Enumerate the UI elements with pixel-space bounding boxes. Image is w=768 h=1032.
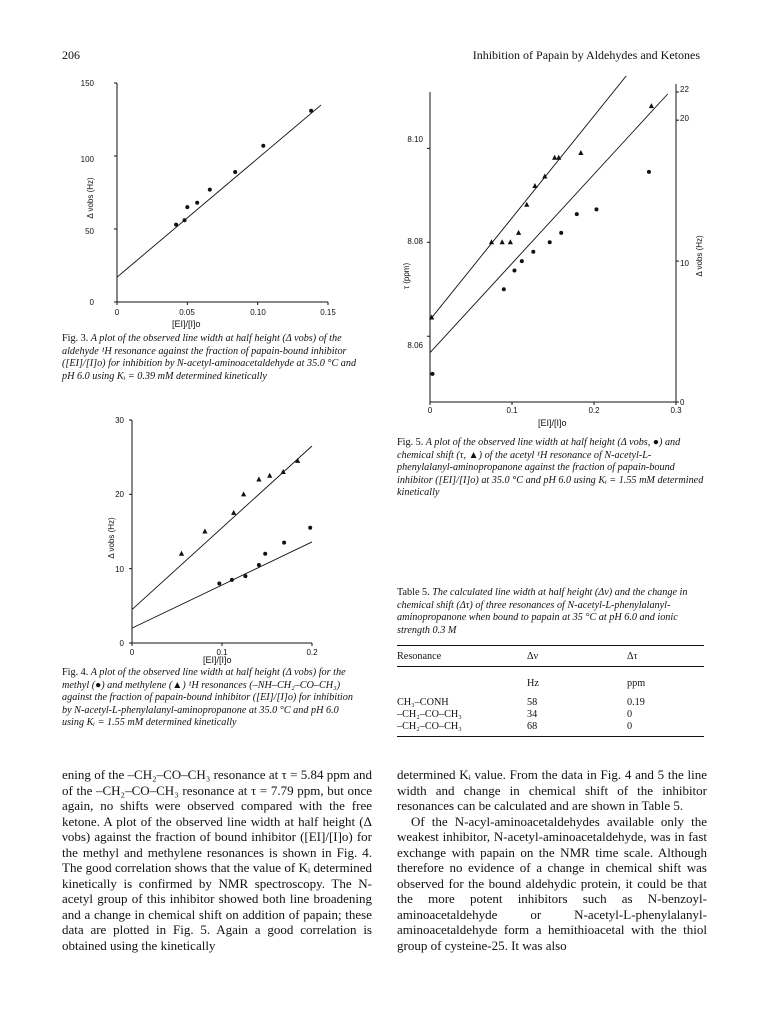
data-point-triangle: [241, 491, 246, 496]
fig4-caption: [62, 667, 362, 730]
fig4-ylabel: Δ νobs (Hz): [107, 517, 116, 559]
data-point-circle: [575, 212, 579, 216]
data-point-circle: [233, 170, 237, 174]
data-point-triangle: [578, 150, 583, 155]
fig3-xtick: 0.05: [179, 308, 195, 317]
fig5-xlabel: [EI]/[I]o: [538, 418, 567, 428]
data-point-triangle: [202, 529, 207, 534]
table5-cell: –CH₂–CO–CH₃: [397, 720, 462, 732]
data-point-circle: [502, 287, 506, 291]
data-point-circle: [263, 552, 267, 556]
data-point-circle: [217, 582, 221, 586]
table5-header-cell: Resonance: [397, 650, 442, 662]
data-point-circle: [183, 218, 187, 222]
fig5-xtick: 0.1: [506, 406, 518, 415]
body-paragraph: determined Kᵢ value. From the data in Fig. 4 and 5 the line width and change in chemical shift of the inhibitor resonances can be calculated and are shown in Table 5.: [397, 767, 707, 814]
data-point-circle: [174, 223, 178, 227]
fig5-ytick-left: 8.10: [407, 135, 423, 144]
fig3-ytick: 150: [80, 79, 94, 88]
table5-caption-lead: Table 5.: [397, 587, 430, 598]
data-point-circle: [512, 268, 516, 272]
table-5: [397, 587, 704, 737]
fit-line: [117, 105, 321, 277]
table5-bottom-rule: [397, 736, 704, 737]
table5-cell: 0: [627, 708, 633, 720]
table5-cell: 58: [527, 696, 538, 708]
data-point-circle: [559, 231, 563, 235]
body-text-right-column: [397, 767, 707, 954]
data-point-circle: [520, 259, 524, 263]
table5-cell: 0.19: [627, 696, 645, 708]
data-point-circle: [594, 207, 598, 211]
fig4-caption-body: A plot of the observed line width at half height (Δ νobs) for the methyl (●) and methylene (▲) ¹H resonances (–NH–CH₂–CO–CH₃) against the fraction of papain-bound inhibitor ([EI]/[I]o) for inhibition by N-acetyl-L-phenylalanyl-aminopropanone at 35.0 °C and pH 6.0 using Kᵢ = 1.55 mM determined kinetically: [62, 667, 353, 729]
figure-5-chart: [395, 76, 715, 416]
table5-header-row: [397, 649, 704, 663]
fig5-ytick-right: 0: [680, 398, 685, 407]
data-point-circle: [208, 188, 212, 192]
fig4-ytick: 20: [115, 490, 124, 499]
data-point-triangle: [231, 510, 236, 515]
fig4-xlabel: [EI]/[I]o: [203, 655, 232, 665]
fig3-caption: [62, 333, 362, 383]
table5-top-rule: [397, 645, 704, 646]
fig3-ytick: 0: [89, 298, 94, 307]
table-row: [397, 708, 704, 720]
data-point-triangle: [532, 183, 537, 188]
data-point-circle: [185, 205, 189, 209]
data-point-triangle: [256, 476, 261, 481]
table5-cell: 34: [527, 708, 538, 720]
fig3-ytick: 100: [80, 155, 94, 164]
table5-cell: 68: [527, 720, 538, 732]
data-point-circle: [430, 372, 434, 376]
page-number: 206: [62, 48, 80, 62]
fig5-caption-body: A plot of the observed line width at half height (Δ νobs, ●) and chemical shift (τ, ▲) of the acetyl ¹H resonance of N-acetyl-L-phenylalanyl-aminopropanone against the fraction of papain-bound inhibitor ([EI]/[I]o) at 35.0 °C and pH 6.0 using Kᵢ = 1.55 mM determined kinetically: [397, 437, 704, 499]
fig5-xtick: 0.2: [588, 406, 600, 415]
fig3-xtick: 0.15: [320, 308, 336, 317]
table-row: [397, 720, 704, 732]
data-point-circle: [531, 250, 535, 254]
table5-cell: CH₃–CONH: [397, 696, 449, 708]
table5-caption-body: The calculated line width at half height (Δν) and the change in chemical shift (Δτ) of three resonances of N-acetyl-L-phenylalanyl-aminopropanone when bound to papain at 35 °C at pH 6.0 and ionic strength 0.3 M: [397, 587, 688, 636]
data-point-circle: [243, 574, 247, 578]
table5-header-cell: Δτ: [627, 650, 638, 662]
table5-header-rule: [397, 666, 704, 667]
fig4-xtick: 0.2: [306, 648, 318, 656]
figure-3-chart: [62, 76, 362, 321]
data-point-circle: [195, 201, 199, 205]
fig3-ylabel: Δ νobs (Hz): [86, 177, 95, 219]
fit-line: [430, 94, 668, 353]
data-point-triangle: [267, 473, 272, 478]
fig5-ylabel-left: τ (ppm): [402, 262, 411, 290]
fig4-ytick: 30: [115, 416, 124, 425]
fig5-xtick: 0: [427, 406, 433, 415]
data-point-circle: [647, 170, 651, 174]
running-title: Inhibition of Papain by Aldehydes and Ketones: [472, 48, 700, 62]
data-point-circle: [309, 109, 313, 113]
table-row: [397, 696, 704, 708]
fig4-ytick: 0: [119, 639, 124, 648]
fig3-xlabel: [EI]/[I]o: [172, 319, 201, 329]
body-paragraph: Of the N-acyl-aminoacetaldehydes available only the weakest inhibitor, N-acetyl-aminoacetaldehyde, was in fast exchange with papain on the NMR time scale. Although therefore no evidence of a change in chemical shift was observed for the bound aldehydic protein, it could be that the more potent inhibitors such as N-benzoyl-aminoacetaldehyde or N-acetyl-L-phenylalanyl-aminoacetaldehyde form a hemithioacetal with the thiol group of cysteine-25. It was also: [397, 813, 707, 954]
table5-caption: [397, 587, 704, 637]
table5-unit-cell: ppm: [627, 677, 646, 689]
data-point-circle: [230, 578, 234, 582]
body-paragraph: ening of the –CH₂–CO–CH₃ resonance at τ = 5.84 ppm and of the –CH₂–CO–CH₃ resonance at τ = 7.79 ppm, but once again, no shifts were observed compared with the free ketone. A plot of the observed line width at half height (Δ νobs) against the fraction of bound inhibitor ([EI]/[I]o) for the methyl and methylene resonances is shown in Fig. 4. The good correlation shows that the value of Kᵢ determined kinetically is confirmed by NMR spectroscopy. The N-acetyl group of this inhibitor showed both line broadening and a change in chemical shift on addition of papain; these data are plotted in Fig. 5. Again a good correlation is obtained using the kinetically: [62, 767, 372, 954]
data-point-circle: [257, 563, 261, 567]
fig5-caption: [397, 437, 704, 500]
data-point-triangle: [552, 155, 557, 160]
fig3-ytick: 50: [85, 227, 94, 236]
data-point-triangle: [500, 239, 505, 244]
fig5-ytick-right: 10: [680, 259, 689, 268]
fig3-caption-lead: Fig. 3.: [62, 333, 89, 344]
data-point-circle: [308, 526, 312, 530]
figure-4-chart: [62, 410, 362, 656]
table5-cell: 0: [627, 720, 633, 732]
fig3-caption-body: A plot of the observed line width at half height (Δ νobs) of the aldehyde ¹H resonance against the fraction of papain-bound inhibitor ([EI]/[I]o) for inhibition by N-acetyl-aminoacetaldehyde at 35.0 °C and pH 6.0 using Kᵢ = 0.39 mM determined kinetically: [62, 333, 357, 382]
fig5-ytick-left: 8.08: [407, 237, 423, 246]
data-point-triangle: [508, 239, 513, 244]
data-point-triangle: [649, 103, 654, 108]
fig5-xtick: 0.3: [670, 406, 682, 415]
fig3-xtick: 0.10: [250, 308, 266, 317]
data-point-triangle: [516, 230, 521, 235]
data-point-circle: [548, 240, 552, 244]
fig5-ytick-right: 22: [680, 85, 689, 94]
data-point-circle: [261, 144, 265, 148]
data-point-triangle: [281, 469, 286, 474]
fig4-xtick: 0.1: [216, 648, 228, 656]
table5-unit-cell: Hz: [527, 677, 539, 689]
table5-header-cell: Δν: [527, 650, 539, 662]
body-text-left-column: [62, 767, 372, 954]
table5-cell: –CH₂–CO–CH₃: [397, 708, 462, 720]
fig4-ytick: 10: [115, 565, 124, 574]
fig3-xtick: 0: [114, 308, 120, 317]
fig5-ytick-right: 20: [680, 114, 689, 123]
fig4-xtick: 0: [129, 648, 135, 656]
fig4-caption-lead: Fig. 4.: [62, 667, 89, 678]
fig5-caption-lead: Fig. 5.: [397, 437, 424, 448]
fig5-ytick-left: 8.06: [407, 341, 423, 350]
data-point-circle: [282, 541, 286, 545]
table5-units-row: [397, 676, 704, 690]
fig5-ylabel-right: Δ νobs (Hz): [695, 235, 704, 277]
fit-line: [430, 76, 668, 320]
data-point-triangle: [179, 551, 184, 556]
